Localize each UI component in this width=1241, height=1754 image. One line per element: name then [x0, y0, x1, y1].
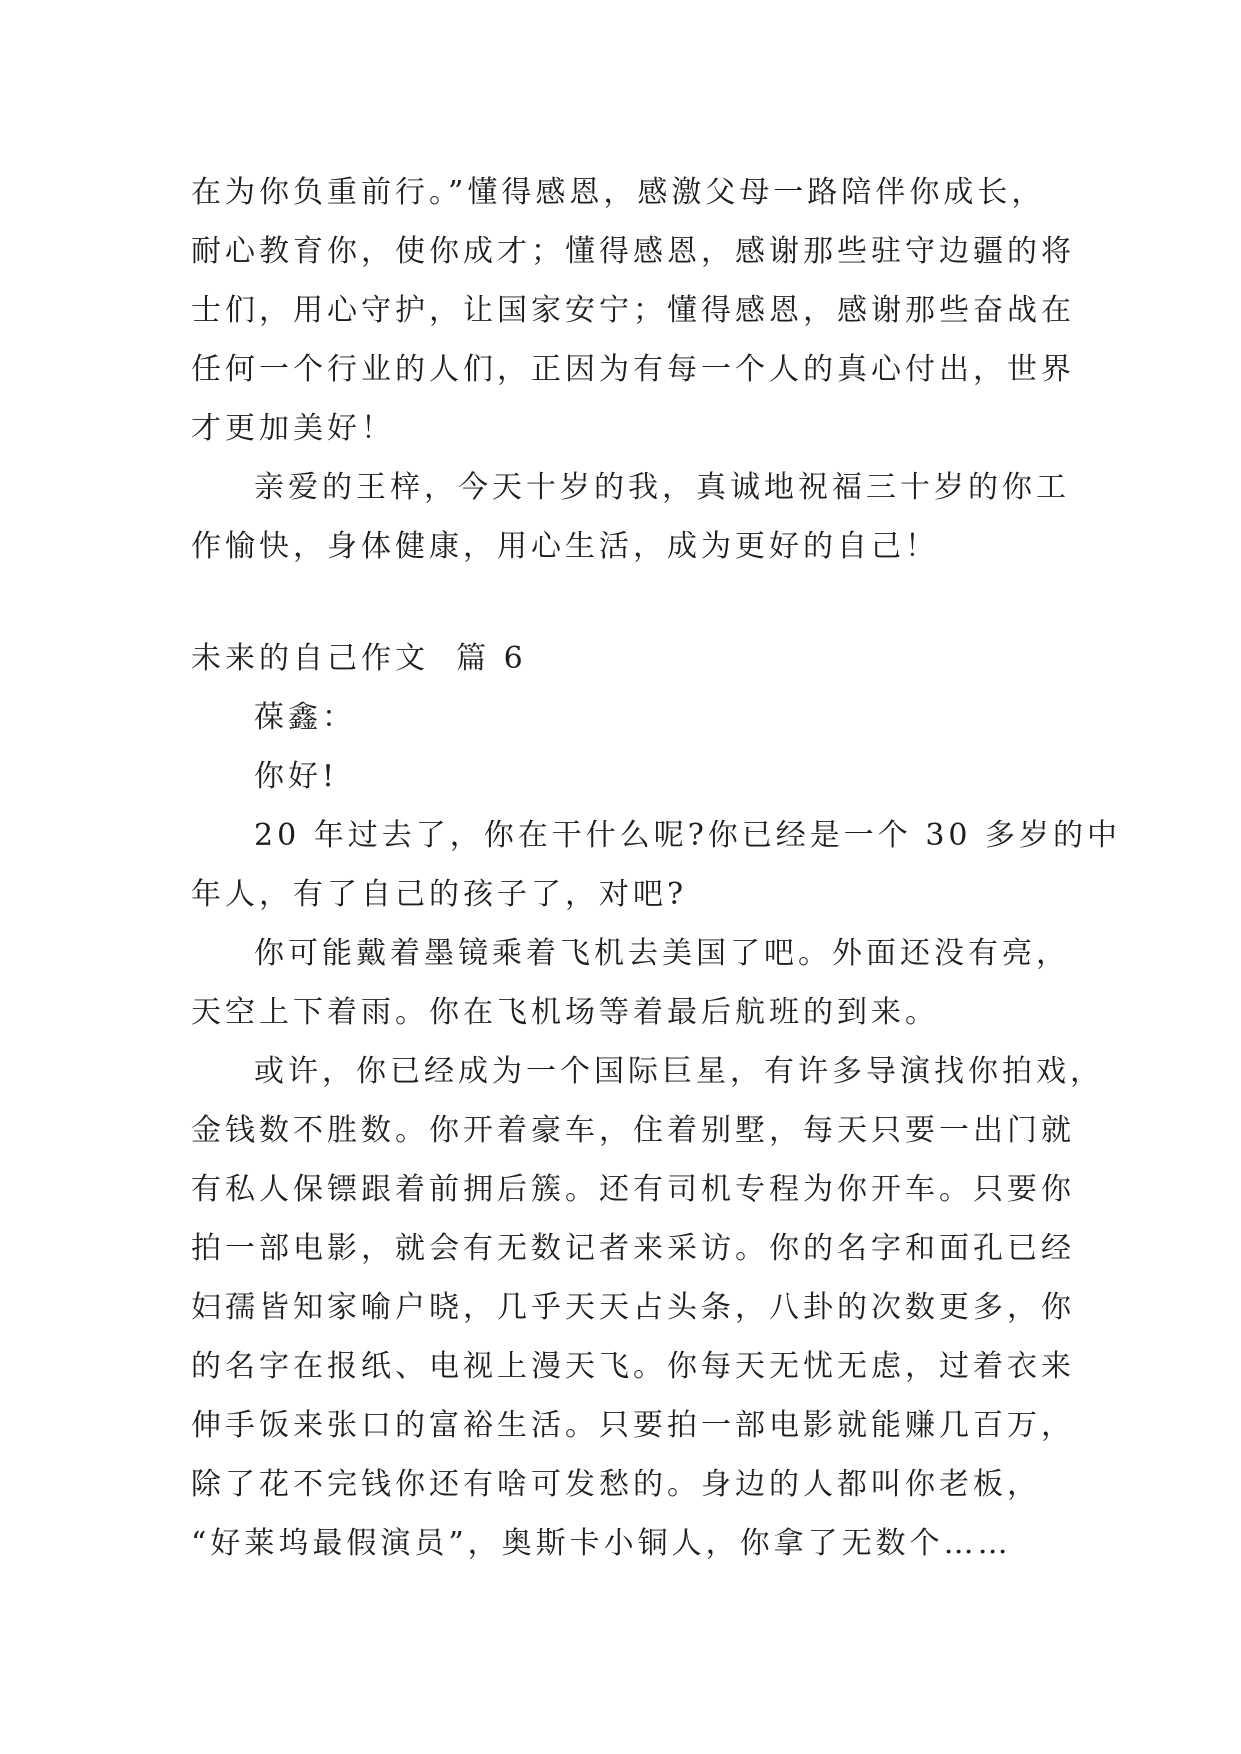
text-line: 除了花不完钱你还有啥可发愁的。身边的人都叫你老板，: [191, 1467, 1041, 1502]
text-line: 或许，你已经成为一个国际巨星，有许多导演找你拍戏，: [254, 1054, 1104, 1089]
text-line: “好莱坞最假演员”，奥斯卡小铜人，你拿了无数个……: [191, 1526, 1012, 1561]
text-line: 天空上下着雨。你在飞机场等着最后航班的到来。: [191, 995, 939, 1030]
text-line: 的名字在报纸、电视上漫天飞。你每天无忧无虑，过着衣来: [191, 1349, 1075, 1384]
text-line: 年人，有了自己的孩子了，对吧?: [191, 877, 688, 912]
text-line: 金钱数不胜数。你开着豪车，住着别墅，每天只要一出门就: [191, 1113, 1075, 1148]
text-line: 妇孺皆知家喻户晓，几乎天天占头条，八卦的次数更多，你: [191, 1290, 1075, 1325]
text-line: 耐心教育你，使你成才；懂得感恩，感谢那些驻守边疆的将: [191, 234, 1075, 269]
text-line: 在为你负重前行。”懂得感恩，感激父母一路陪伴你成长，: [191, 175, 1046, 210]
text-line: 伸手饭来张口的富裕生活。只要拍一部电影就能赚几百万，: [191, 1408, 1075, 1443]
salutation: 葆鑫：: [254, 700, 356, 735]
text-line: 有私人保镖跟着前拥后簇。还有司机专程为你开车。只要你: [191, 1172, 1075, 1207]
section-title: 未来的自己作文 篇 6: [191, 641, 527, 676]
text-line: 20 年过去了，你在干什么呢?你已经是一个 30 多岁的中: [254, 818, 1122, 853]
text-line: 才更加美好！: [191, 411, 395, 446]
text-line: 作愉快，身体健康，用心生活，成为更好的自己！: [191, 529, 939, 564]
text-line: 拍一部电影，就会有无数记者来采访。你的名字和面孔已经: [191, 1231, 1075, 1266]
text-line: 你可能戴着墨镜乘着飞机去美国了吧。外面还没有亮，: [254, 936, 1070, 971]
greeting: 你好!: [254, 759, 339, 794]
text-line: 士们，用心守护，让国家安宁；懂得感恩，感谢那些奋战在: [191, 293, 1075, 328]
text-line: 亲爱的王梓，今天十岁的我，真诚地祝福三十岁的你工: [254, 470, 1070, 505]
text-line: 任何一个行业的人们，正因为有每一个人的真心付出，世界: [191, 352, 1075, 387]
